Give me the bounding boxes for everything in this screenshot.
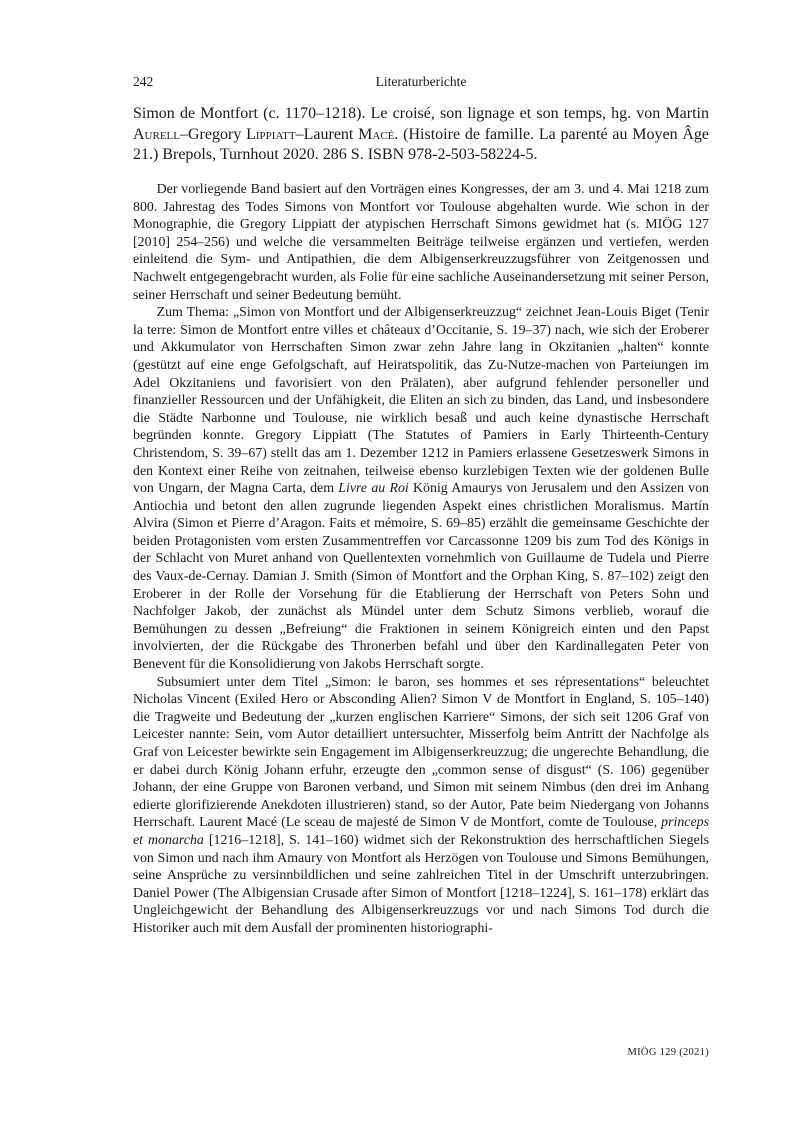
bib-editor-aurell: Aurell bbox=[133, 125, 180, 143]
journal-footer: MIÖG 129 (2021) bbox=[627, 1047, 709, 1058]
paragraph-2-italic: Livre au Roi bbox=[338, 481, 409, 497]
paragraph-3-text-cont: [1216–1218], S. 141–160) widmet sich der Rekonstruktion des herrschaftlichen Siegels von Simon und nach ihm Amaury von Montfort als Herzögen von Toulouse und Simons Bemühungen, seine Ansprüche zu versinnbildlichen und seine zahlreichen Titel in der Umschrift unterzubringen. Daniel Power (The Albigensian Crusade after Simon of Montfort [1218–1224], S. 161–178) erklärt das Ungleichgewicht der Behandlung des Albigenserkreuzzugs vor und nach Simons Tod durch die Historiker auch mit dem Ausfall der prominenten historiographi- bbox=[133, 832, 710, 936]
bib-editor-lippiatt: Lippiatt bbox=[246, 125, 296, 143]
bib-publication-details: . (Histoire de famille. La parenté au Moyen Âge 21.) Brepols, Turnhout 2020. 286 S. ISBN 978-2-503-58224-5. bbox=[133, 125, 710, 163]
review-body bbox=[133, 181, 709, 938]
paragraph-3-italic: princeps et monarcha bbox=[133, 815, 709, 848]
paragraph-2 bbox=[133, 304, 709, 673]
bib-separator: –Gregory bbox=[180, 125, 247, 143]
paragraph-3-text: Subsumiert unter dem Titel „Simon: le baron, ses hommes et ses répresentations“ beleuchtet Nicholas Vincent (Exiled Hero or Absconding Alien? Simon V de Montfort in England, S. 105–140) die Tragweite und Bedeutung der „kurzen englischen Karriere“ Simons, der sich seit 1206 Graf von Leicester nannte: Sein, vom Autor detailliert untersuchter, Misserfolg beim Antritt der Nachfolge als Graf von Leicester bewirkte sein Engagement im Albigenserkreuzzug; die ungerechte Behandlung, die er dabei durch König Johann erfuhr, erzeugte den „common sense of disgust“ (S. 106) gegenüber Johann, der eine Gruppe von Baronen verband, und Simon mit seinem Nimbus (den drei im Anhang edierte glorifizierende Anekdoten illustrieren) stand, so der Autor, Pate beim Niedergang von Johanns Herrschaft. Laurent Macé (Le sceau de majesté de Simon V de Montfort, comte de Toulouse, bbox=[133, 674, 709, 831]
page-number: 242 bbox=[133, 74, 154, 89]
running-title: Literaturberichte bbox=[375, 74, 467, 89]
bib-editor-mace: Macé bbox=[358, 125, 395, 143]
paragraph-3 bbox=[133, 674, 709, 938]
running-header bbox=[133, 74, 709, 94]
paragraph-2-text: Zum Thema: „Simon von Montfort und der Albigenserkreuzzug“ zeichnet Jean-Louis Biget (Tenir la terre: Simon de Montfort entre villes et châteaux d’Occitanie, S. 19–37) nach, wie sich der Eroberer und Akkumulator von Herrschaften Simon zwar zehn Jahre lang in Okzitanien „halten“ konnte (gestützt auf eine enge Gefolgschaft, auf Heiratspolitik, das Zu-Nutze-machen von Parteiungen im Adel Okzitaniens und favorisiert von den Prälaten), aber aufgrund fehlender personeller und finanzieller Ressourcen und der Unfähigkeit, die Eliten an sich zu binden, das Land, und insbesondere die Städte Narbonne und Toulouse, nie wirklich besaß und auch keine dynastische Herrschaft begründen konnte. Gregory Lippiatt (The Statutes of Pamiers in Early Thirteenth-Century Christendom, S. 39–67) stellt das am 1. Dezember 1212 in Pamiers erlassene Gesetzeswerk Simons in den Kontext einer Reihe von zeitnahen, teilweise ebenso kurzlebigen Texten wie der goldenen Bulle von Ungarn, der Magna Carta, dem bbox=[133, 305, 709, 497]
bib-title: Simon de Montfort (c. 1170–1218). Le croisé, son lignage et son temps, hg. von Martin bbox=[133, 105, 709, 122]
bibliographic-entry bbox=[133, 104, 709, 166]
paragraph-1: Der vorliegende Band basiert auf den Vorträgen eines Kongresses, der am 3. und 4. Mai 1218 zum 800. Jahrestag des Todes Simons von Montfort vor Toulouse abgehalten wurde. Wie schon in der Monographie, die Gregory Lippiatt der atypischen Herrschaft Simons gewidmet hat (s. MIÖG 127 [2010] 254–256) und welche die versammelten Beiträge teilweise ergänzen und vertiefen, werden einleitend die Sym- und Antipathien, die dem Albigenserkreuzzugsführer von Zeitgenossen und Nachwelt entgegengebracht wurden, als Folie für eine sachliche Auseinandersetzung mit seiner Person, seiner Herrschaft und seiner Bedeutung bemüht. bbox=[133, 182, 709, 303]
bib-separator: –Laurent bbox=[295, 125, 359, 143]
paragraph-2-text-cont: König Amaurys von Jerusalem und den Assizen von Antiochia und betont den allen zugrunde liegenden Aspekt eines christlichen Moralismus. Martín Alvira (Simon et Pierre d’Aragon. Faits et mémoire, S. 69–85) erzählt die gemeinsame Geschichte der beiden Protagonisten vom ersten Zusammentreffen vor Carcassonne 1209 bis zum Tod des Königs in der Schlacht von Muret anhand von Quellentexten vornehmlich von Guillaume de Tudela und Pierre des Vaux-de-Cernay. Damian J. Smith (Simon of Montfort and the Orphan King, S. 87–102) zeigt den Eroberer in der Rolle der Vorsehung für die Etablierung der Herrschaft von Peters Sohn und Nachfolger Jakob, der zunächst als Mündel unter dem Schutz Simons verblieb, worauf die Bemühungen zu dessen „Befreiung“ die Fraktionen in seinem Königreich einten und den Papst involvierten, der die Rückgabe des Thronerben befahl und über den Kardinallegaten Peter von Benevent für die Konsolidierung von Jakobs Herrschaft sorgte. bbox=[133, 481, 709, 673]
